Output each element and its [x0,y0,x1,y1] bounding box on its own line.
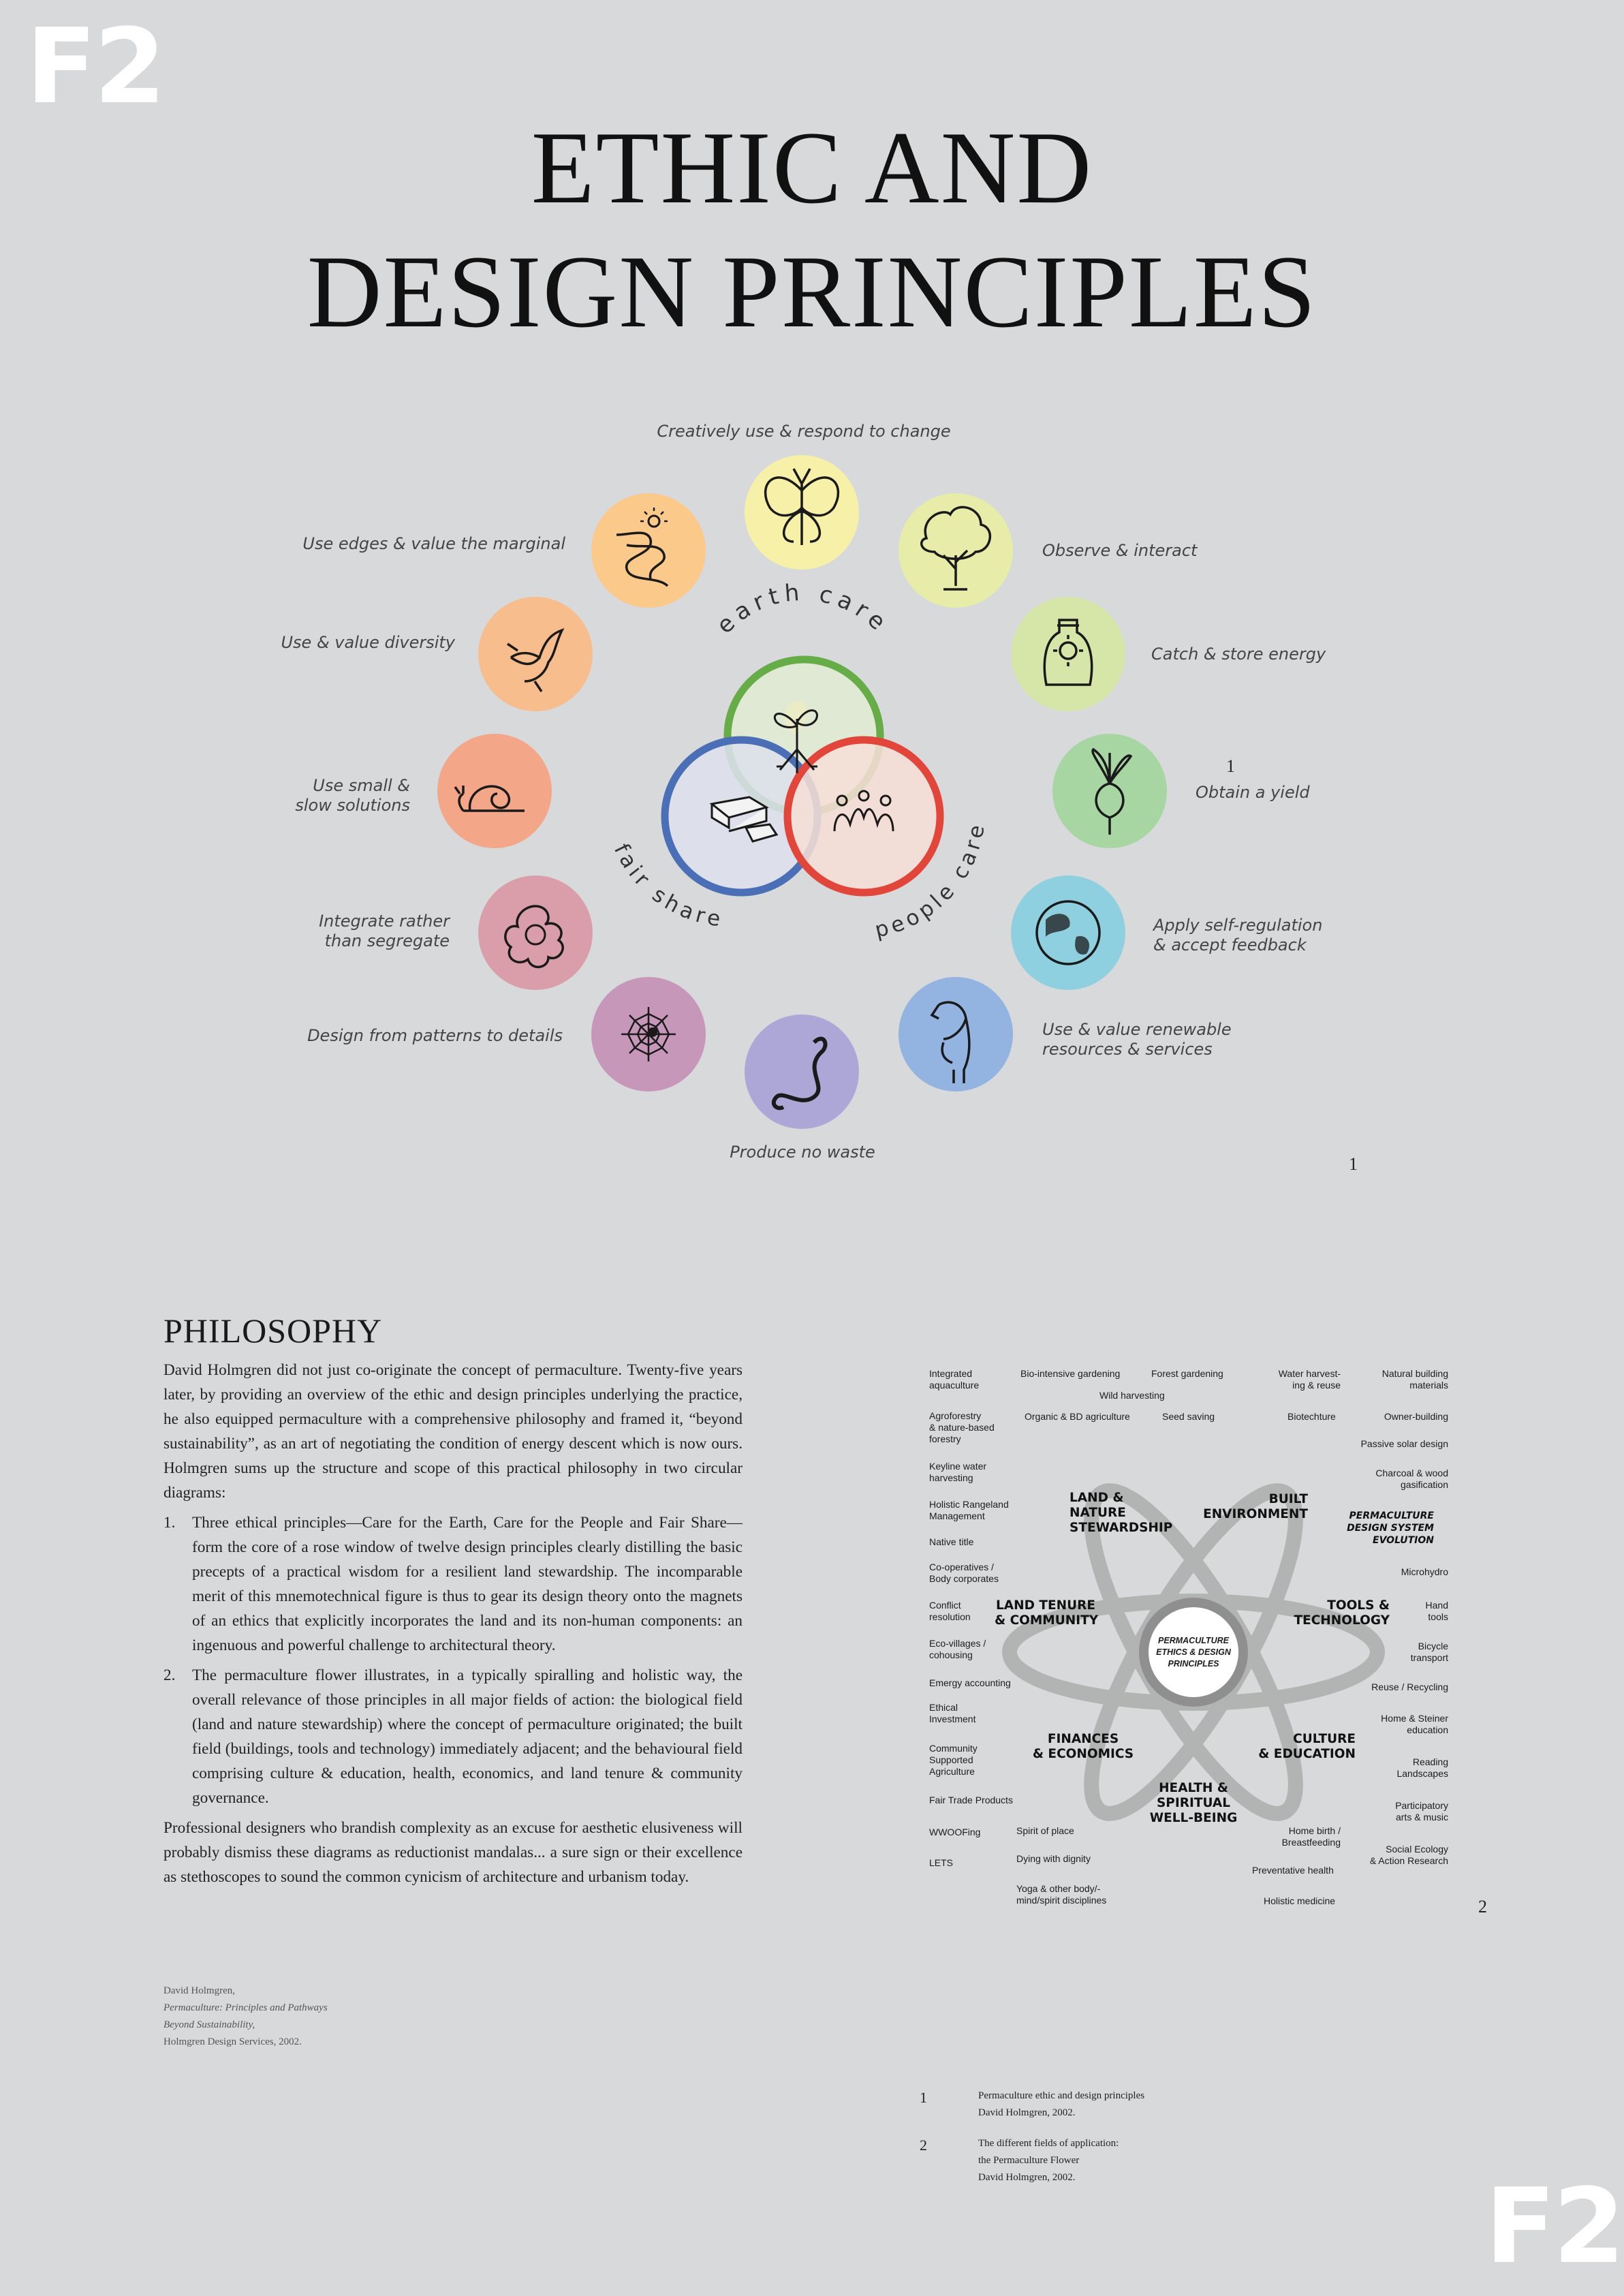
domain-tools-line-1: TOOLS & [1327,1598,1390,1613]
label-holistic-medicine: Holistic medicine [1264,1895,1336,1906]
flower-center-line-1: PERMACULTURE [1158,1636,1229,1645]
caption-1-line-2: David Holmgren, 2002. [978,2107,1076,2118]
principle-feedback-line-2: & accept feedback [1153,935,1307,955]
label-preventative-health: Preventative health [1252,1865,1334,1876]
principle-edges: Use edges & value the marginal [302,534,565,553]
butterfly-icon [745,455,859,570]
source-publisher: Holmgren Design Services, 2002. [163,2036,302,2047]
principle-renewable-line-2: resources & services [1042,1040,1213,1059]
label-eco-villages: Eco-villages / cohousing [929,1638,986,1660]
caption-2-number: 2 [920,2137,927,2154]
label-passive-solar: Passive solar design [1360,1438,1448,1449]
domain-land-nature [1069,1491,1172,1536]
domain-culture-line-1: CULTURE [1293,1732,1356,1746]
principles-wheel-diagram [0,382,1624,1199]
domain-built-environment [1199,1492,1308,1522]
domain-health-line-3: WELL-BEING [1149,1811,1238,1825]
flower-figure-number: 2 [1478,1897,1487,1917]
principle-observe: Observe & interact [1042,541,1198,560]
caption-2-line-1: The different fields of application: [978,2138,1119,2149]
philosophy-closing: Professional designers who brandish complexity as an excuse for aesthetic elusiveness will probably dismiss these diagrams as reductionist mandalas... a sure sign or their excellence as stethoscopes to sound the common cynicism of architecture and urbanism today. [163,1819,743,1886]
list-number-1: 1. [163,1514,176,1532]
wheel-figure-number-upper: 1 [1226,756,1235,776]
domain-land-line-1: LAND & [1069,1491,1124,1505]
label-emergy-accounting: Emergy accounting [929,1677,1011,1688]
principle-small-line-2: slow solutions [295,796,410,815]
caption-1-line-1: Permaculture ethic and design principles [978,2090,1145,2101]
domain-land-line-3: STEWARDSHIP [1069,1521,1173,1535]
label-microhydro: Microhydro [1401,1566,1448,1577]
principle-integrate-line-1: Integrate rather [319,912,450,931]
label-owner-building: Owner-building [1384,1411,1448,1422]
label-reading-landscapes: Reading Landscapes [1396,1756,1448,1779]
list-text-1: Three ethical principles—Care for the Earth, Care for the People and Fair Share—form the core of a rose window of twelve design principles clearly distilling the basic precepts of a practical wisdom for a resilient land stewardship. The incomparable merit of this mnemotechnical figure is thus to gear its design theory onto the magnets of an ethics that explicitly incorporates the land and its non-human components: an ingenuous and powerful challenge to architectural theory. [192,1514,743,1654]
principle-small-line-1: Use small & [313,776,410,795]
principle-renewable-line-1: Use & value renewable [1042,1020,1232,1039]
page-title-line-1: ETHIC AND [531,110,1093,225]
label-natural-building: Natural building materials [1381,1368,1448,1391]
principle-energy: Catch & store energy [1151,645,1326,664]
label-hand-tools: Hand tools [1425,1600,1448,1622]
label-dying-with-dignity: Dying with dignity [1016,1853,1091,1864]
philosophy-intro: David Holmgren did not just co-originate the concept of permaculture. Twenty-five years later, by providing an overview of the ethic and design principles underlying the practice, he also equipped permaculture with a comprehensive philosophy and framed it, “beyond sustainability”, as an art of negotiating the condition of energy descent which is now ours. Holmgren sums up the structure and scope of this practical philosophy in two circular diagrams: [163,1361,743,1502]
flower-center-line-2: ETHICS & DESIGN [1156,1647,1231,1657]
domain-health-line-1: HEALTH & [1159,1781,1228,1795]
beet-icon [1052,734,1167,848]
earth-care-label: earth care [711,578,895,640]
principle-feedback-line-1: Apply self-regulation [1153,916,1323,935]
label-wwoofing: WWOOFing [929,1827,981,1837]
philosophy-list-item-1 [163,1510,743,1658]
label-ethical-investment: Ethical Investment [929,1702,976,1724]
principle-integrate-line-2: than segregate [324,931,450,950]
snail-icon [437,734,552,848]
people-care-label: people care [872,819,990,943]
label-holistic-rangeland: Holistic Rangeland Management [929,1499,1009,1521]
worm-icon [745,1014,859,1129]
river-icon [591,493,706,608]
caption-1-number: 1 [920,2089,927,2106]
evolution-line-3: EVOLUTION [1373,1535,1434,1546]
label-home-birth: Home birth / Breastfeeding [1281,1825,1341,1848]
principle-change: Creatively use & respond to change [657,422,951,441]
domain-land-line-2: NATURE [1069,1506,1126,1520]
domain-health-wellbeing [1139,1781,1248,1826]
label-integrated-aquaculture: Integrated aquaculture [929,1368,980,1391]
source-title-2: Beyond Sustainability, [163,2019,255,2030]
domain-culture-line-2: & EDUCATION [1258,1747,1356,1761]
page-title-line-2: DESIGN PRINCIPLES [307,234,1317,349]
domain-finances-economics [1022,1732,1144,1762]
domain-tenure-line-1: LAND TENURE [995,1598,1096,1613]
label-yoga: Yoga & other body/- mind/spirit disciplines [1016,1883,1107,1906]
label-wild-harvesting: Wild harvesting [1099,1390,1165,1401]
label-csa: Community Supported Agriculture [929,1743,978,1777]
caption-1 [978,2088,1144,2122]
label-spirit-of-place: Spirit of place [1016,1825,1074,1836]
philosophy-body [163,1358,743,1895]
domain-health-line-2: SPIRITUAL [1156,1796,1231,1810]
evolution-line-2: DESIGN SYSTEM [1347,1523,1434,1534]
domain-tools-line-2: TECHNOLOGY [1294,1613,1390,1628]
domain-finance-line-2: & ECONOMICS [1032,1747,1134,1761]
flower-center [1139,1635,1248,1670]
spider-web-icon [591,977,706,1091]
philosophy-heading: PHILOSOPHY [163,1312,383,1350]
label-organic-agriculture: Organic & BD agriculture [1025,1411,1130,1422]
brand-logo-top: F2 [26,6,163,127]
horse-icon [899,977,1013,1091]
principle-yield: Obtain a yield [1196,783,1310,802]
tree-icon [899,493,1013,608]
label-participatory-arts: Participatory arts & music [1395,1800,1448,1822]
label-reuse-recycling: Reuse / Recycling [1371,1681,1448,1692]
label-forest-gardening: Forest gardening [1151,1368,1223,1379]
flower-center-line-3: PRINCIPLES [1168,1659,1219,1669]
label-bicycle-transport: Bicycle transport [1410,1641,1448,1663]
ethics-core [665,660,940,893]
brand-logo-bottom: F2 [1485,2166,1623,2286]
caption-2-line-2: the Permaculture Flower [978,2155,1080,2166]
source-note [163,1983,328,2051]
source-author: David Holmgren, [163,1985,235,1996]
domain-built-line-1: BUILT [1268,1492,1308,1506]
globe-icon [1011,875,1125,990]
domain-tenure-line-2: & COMMUNITY [995,1613,1099,1628]
label-water-harvesting: Water harvest- ing & reuse [1278,1368,1341,1391]
jar-icon [1011,597,1125,711]
wheel-figure-number: 1 [1349,1154,1358,1174]
evolution-line-1: PERMACULTURE [1349,1510,1434,1521]
bird-icon [478,597,593,711]
domain-land-tenure [995,1598,1097,1628]
label-native-title: Native title [929,1536,974,1547]
list-number-2: 2. [163,1666,176,1684]
philosophy-list-item-2 [163,1663,743,1810]
label-social-ecology: Social Ecology & Action Research [1369,1844,1448,1866]
principle-waste: Produce no waste [730,1143,875,1162]
principle-patterns: Design from patterns to details [307,1026,563,1045]
label-fair-trade: Fair Trade Products [929,1795,1013,1805]
flower-icon [478,875,593,990]
label-agroforestry: Agroforestry & nature-based forestry [929,1410,995,1444]
label-biointensive: Bio-intensive gardening [1020,1368,1121,1379]
caption-2-line-3: David Holmgren, 2002. [978,2172,1076,2183]
label-steiner-education: Home & Steiner education [1381,1713,1448,1735]
design-system-evolution [1298,1510,1434,1547]
label-charcoal: Charcoal & wood gasification [1375,1468,1448,1490]
fair-share-label: fair share [608,839,726,933]
principle-diversity: Use & value diversity [281,633,455,652]
label-biotechture: Biotechture [1287,1411,1336,1422]
label-lets: LETS [929,1857,954,1868]
domain-built-line-2: ENVIRONMENT [1203,1507,1308,1521]
label-conflict-resolution: Conflict resolution [929,1600,971,1622]
list-text-2: The permaculture flower illustrates, in a typically spiralling and holistic way, the overall relevance of those principles in all major fields of action: the biological field (land and nature stewardship) where the concept of permaculture originated; the built field (buildings, tools and technology) immediately adjacent; and the behavioural field comprising culture & education, health, economics, and land tenure & community governance. [192,1666,743,1807]
label-seed-saving: Seed saving [1162,1411,1215,1422]
label-cooperatives: Co-operatives / Body corporates [929,1562,999,1584]
label-keyline: Keyline water harvesting [929,1461,987,1483]
caption-2 [978,2135,1119,2186]
domain-finance-line-1: FINANCES [1047,1732,1119,1746]
source-title-1: Permaculture: Principles and Pathways [163,2002,328,2013]
